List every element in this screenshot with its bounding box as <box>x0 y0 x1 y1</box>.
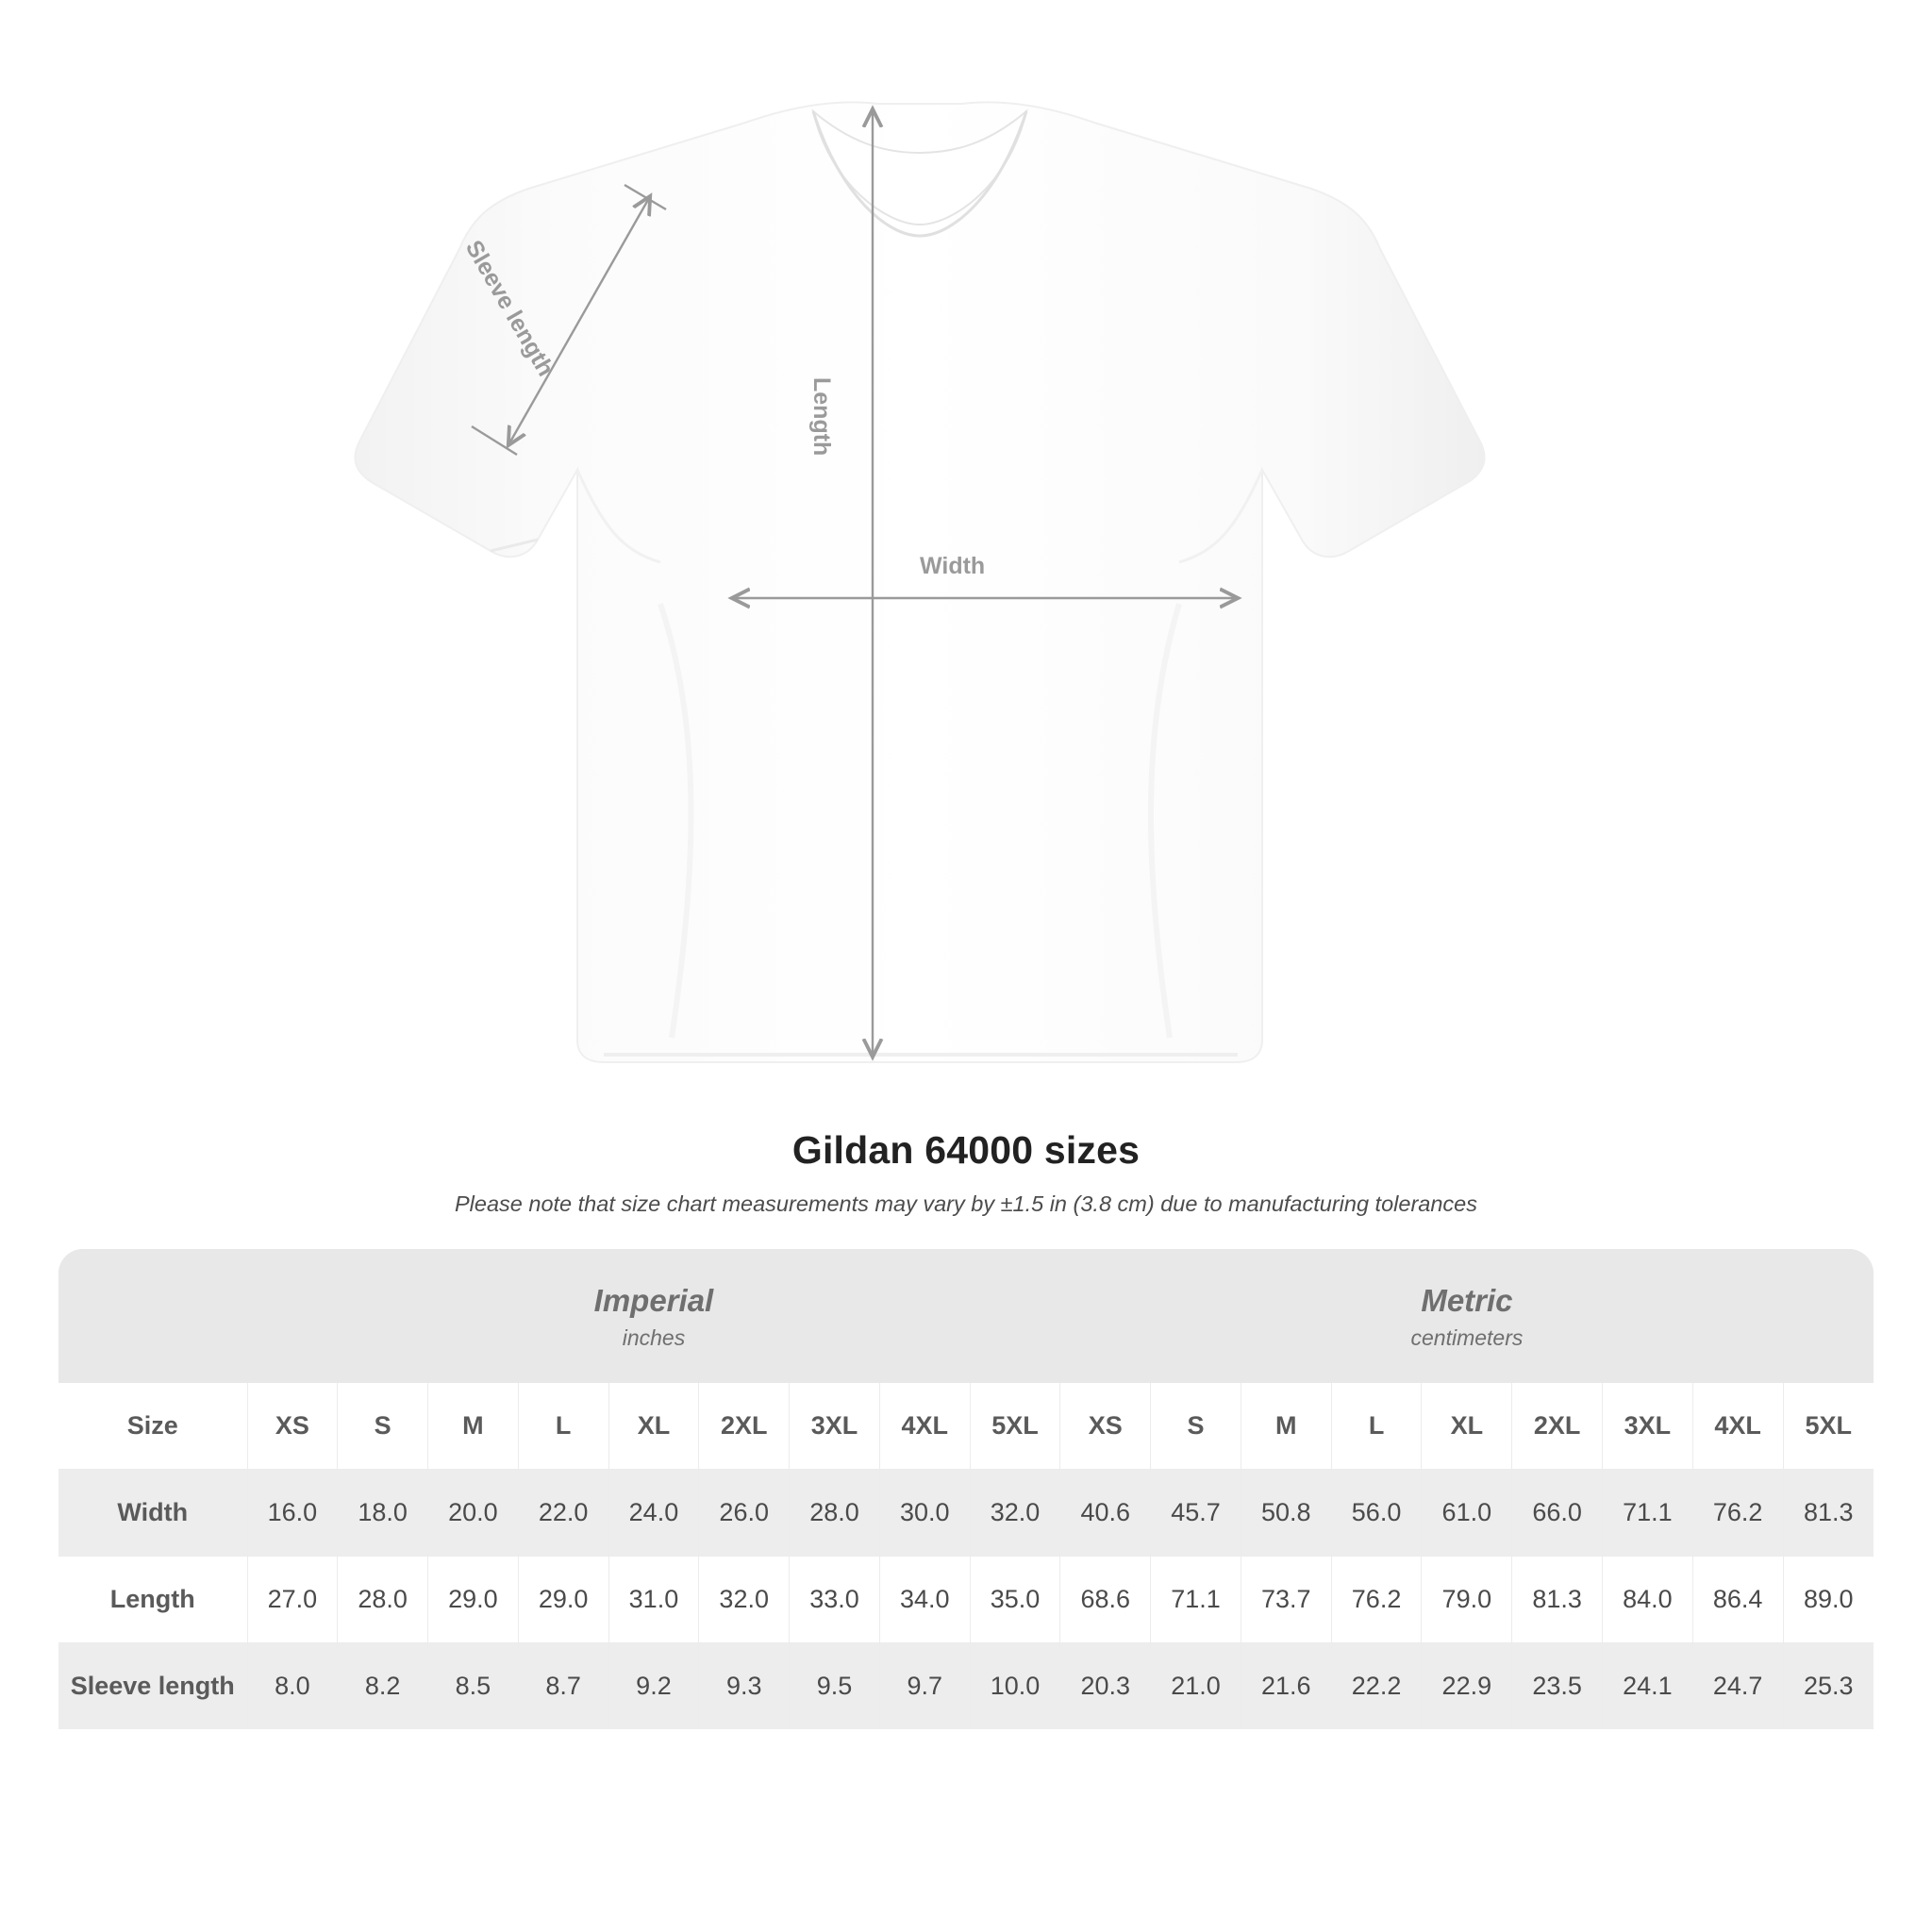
cell-sleeve: 24.7 <box>1692 1643 1783 1730</box>
size-col-header: S <box>1151 1383 1241 1470</box>
unit-group-imperial-name: Imperial <box>593 1283 714 1318</box>
cell-sleeve: 21.0 <box>1151 1643 1241 1730</box>
tolerance-note: Please note that size chart measurements may vary by ±1.5 in (3.8 cm) due to manufacturing tolerances <box>455 1191 1477 1216</box>
cell-sleeve: 9.2 <box>608 1643 699 1730</box>
cell-width: 66.0 <box>1512 1470 1603 1557</box>
unit-group-metric-name: Metric <box>1421 1283 1513 1318</box>
size-col-header: XS <box>247 1383 338 1470</box>
cell-width: 40.6 <box>1060 1470 1151 1557</box>
cell-width: 32.0 <box>970 1470 1060 1557</box>
cell-width: 24.0 <box>608 1470 699 1557</box>
cell-length: 71.1 <box>1151 1557 1241 1643</box>
cell-width: 20.0 <box>428 1470 519 1557</box>
size-col-header: 2XL <box>1512 1383 1603 1470</box>
cell-length: 86.4 <box>1692 1557 1783 1643</box>
cell-width: 30.0 <box>879 1470 970 1557</box>
cell-sleeve: 21.6 <box>1241 1643 1331 1730</box>
cell-sleeve: 10.0 <box>970 1643 1060 1730</box>
size-col-header: L <box>1331 1383 1422 1470</box>
unit-group-imperial <box>247 1249 1060 1383</box>
cell-length: 89.0 <box>1783 1557 1874 1643</box>
title-block <box>0 1128 1932 1217</box>
cell-width: 71.1 <box>1602 1470 1692 1557</box>
size-col-header: XS <box>1060 1383 1151 1470</box>
cell-sleeve: 8.2 <box>338 1643 428 1730</box>
cell-sleeve: 8.7 <box>518 1643 608 1730</box>
size-col-header: XL <box>608 1383 699 1470</box>
table-row <box>58 1643 1874 1730</box>
tshirt-graphic <box>355 102 1484 1062</box>
unit-group-metric <box>1060 1249 1874 1383</box>
cell-sleeve: 20.3 <box>1060 1643 1151 1730</box>
table-corner-cell <box>58 1249 247 1383</box>
size-col-header: M <box>428 1383 519 1470</box>
cell-sleeve: 25.3 <box>1783 1643 1874 1730</box>
cell-length: 68.6 <box>1060 1557 1151 1643</box>
cell-width: 56.0 <box>1331 1470 1422 1557</box>
page-title: Gildan 64000 sizes <box>791 1128 1141 1172</box>
cell-length: 28.0 <box>338 1557 428 1643</box>
cell-width: 76.2 <box>1692 1470 1783 1557</box>
cell-length: 84.0 <box>1602 1557 1692 1643</box>
size-col-header: 5XL <box>970 1383 1060 1470</box>
width-label: Width <box>920 553 986 579</box>
unit-group-row <box>58 1249 1874 1383</box>
cell-sleeve: 8.0 <box>247 1643 338 1730</box>
cell-width: 50.8 <box>1241 1470 1331 1557</box>
size-header-row <box>58 1383 1874 1470</box>
sleeve-length-label: Sleeve length <box>459 236 559 381</box>
length-label: Length <box>808 377 835 457</box>
cell-width: 81.3 <box>1783 1470 1874 1557</box>
cell-length: 32.0 <box>699 1557 790 1643</box>
cell-length: 33.0 <box>790 1557 880 1643</box>
row-label-sleeve-length: Sleeve length <box>58 1643 247 1730</box>
size-col-header: 4XL <box>1692 1383 1783 1470</box>
cell-length: 76.2 <box>1331 1557 1422 1643</box>
cell-sleeve: 22.2 <box>1331 1643 1422 1730</box>
cell-sleeve: 8.5 <box>428 1643 519 1730</box>
cell-length: 73.7 <box>1241 1557 1331 1643</box>
table-row <box>58 1470 1874 1557</box>
cell-length: 34.0 <box>879 1557 970 1643</box>
header-size-label: Size <box>58 1383 247 1470</box>
size-col-header: M <box>1241 1383 1331 1470</box>
cell-width: 61.0 <box>1422 1470 1512 1557</box>
table-row <box>58 1557 1874 1643</box>
row-label-length: Length <box>58 1557 247 1643</box>
cell-width: 45.7 <box>1151 1470 1241 1557</box>
unit-group-metric-sub: centimeters <box>1410 1325 1524 1351</box>
cell-width: 16.0 <box>247 1470 338 1557</box>
cell-width: 26.0 <box>699 1470 790 1557</box>
cell-width: 22.0 <box>518 1470 608 1557</box>
size-col-header: 4XL <box>879 1383 970 1470</box>
cell-sleeve: 23.5 <box>1512 1643 1603 1730</box>
cell-sleeve: 9.5 <box>790 1643 880 1730</box>
cell-width: 18.0 <box>338 1470 428 1557</box>
size-col-header: XL <box>1422 1383 1512 1470</box>
size-col-header: 5XL <box>1783 1383 1874 1470</box>
size-col-header: 3XL <box>1602 1383 1692 1470</box>
cell-length: 31.0 <box>608 1557 699 1643</box>
cell-sleeve: 24.1 <box>1602 1643 1692 1730</box>
cell-width: 28.0 <box>790 1470 880 1557</box>
size-col-header: 3XL <box>790 1383 880 1470</box>
cell-sleeve: 22.9 <box>1422 1643 1512 1730</box>
cell-length: 27.0 <box>247 1557 338 1643</box>
size-col-header: L <box>518 1383 608 1470</box>
cell-length: 29.0 <box>428 1557 519 1643</box>
cell-length: 81.3 <box>1512 1557 1603 1643</box>
size-col-header: 2XL <box>699 1383 790 1470</box>
row-label-width: Width <box>58 1470 247 1557</box>
cell-sleeve: 9.3 <box>699 1643 790 1730</box>
unit-group-imperial-sub: inches <box>622 1325 686 1351</box>
cell-sleeve: 9.7 <box>879 1643 970 1730</box>
size-table <box>58 1249 1874 1729</box>
size-table-wrapper <box>58 1249 1874 1729</box>
cell-length: 29.0 <box>518 1557 608 1643</box>
cell-length: 35.0 <box>970 1557 1060 1643</box>
size-col-header: S <box>338 1383 428 1470</box>
cell-length: 79.0 <box>1422 1557 1512 1643</box>
